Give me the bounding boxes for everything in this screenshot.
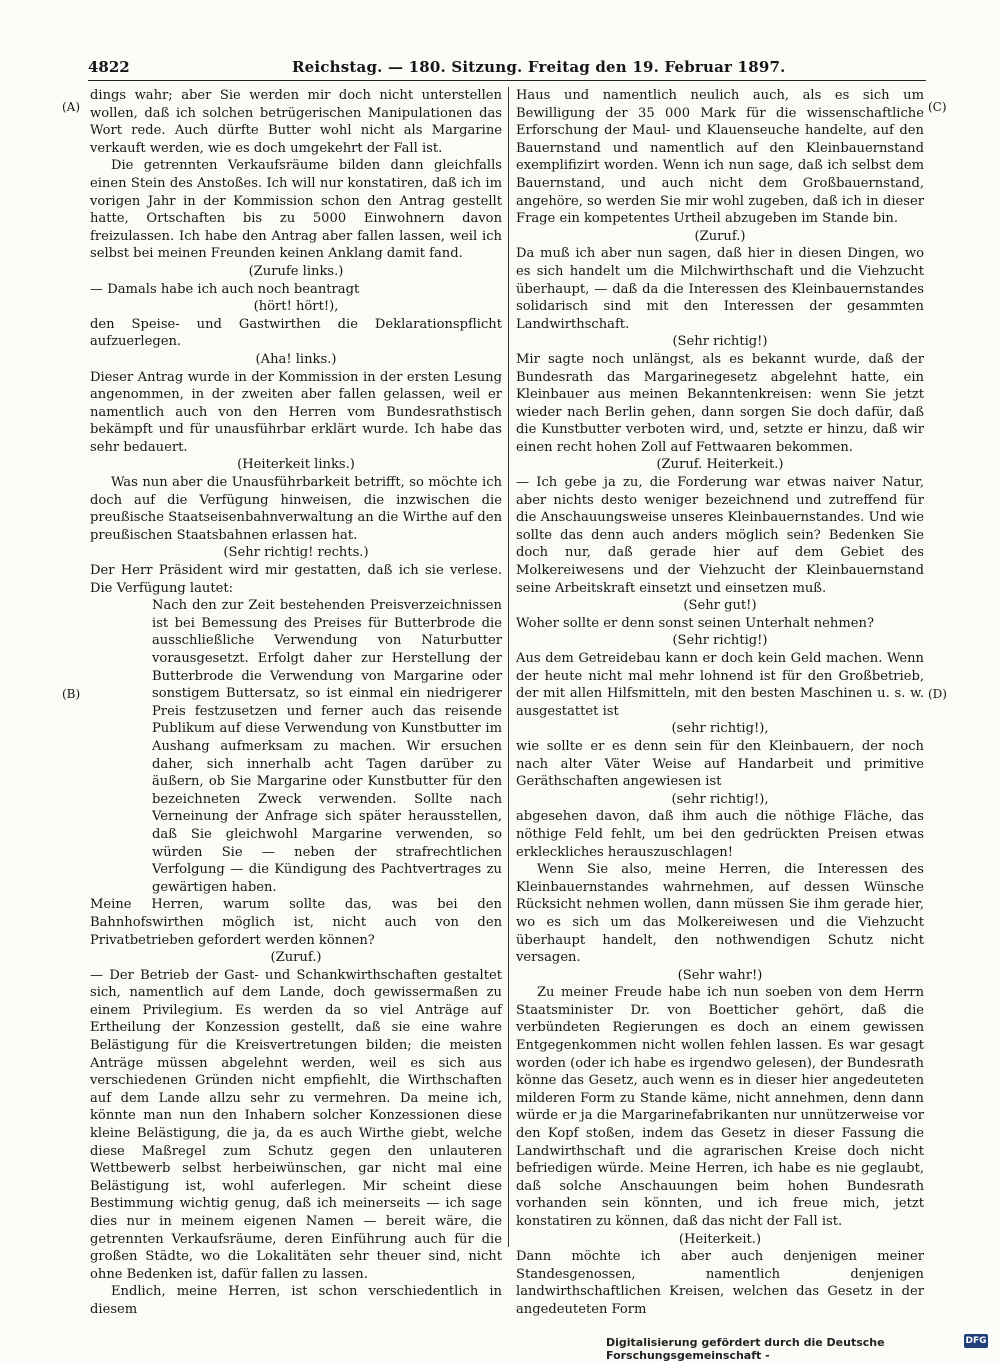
interjection: (hört! hört!), [253,299,339,315]
interjection: (Aha! links.) [255,351,337,367]
interjection: (Zuruf.) [694,228,746,244]
paragraph: Wenn Sie also, meine Herren, die Interessen des Kleinbauernstandes wahrnehmen, auf dessen Wünsche Rücksicht nehmen wollen, dann müssen Sie ihm gerade hier, wo es sich um das Molkereiwesen und die Viehzucht überhaupt handelt, den nothwendigen Schutz nicht versagen. [516,862,924,966]
interjection: (Zurufe links.) [248,263,344,279]
dfg-logo: DFG [965,1336,987,1346]
paragraph: — Der Betrieb der Gast- und Schankwirthschaften gestaltet sich, namentlich auf dem Lande, doch gewissermaßen zu einem Privilegium. Es werden da so viel Anträge auf Ertheilung der Konzession gestellt, daß sie eine wahre Belästigung für die Kreisvertretungen bilden; die meisten Anträge müssen abgelehnt werden, weil es sich aus verschiedenen Gründen nicht empfiehlt, die Wirthschaften auf dem Lande allzu sehr zu vermehren. Da meine ich, könnte man nun den Inhabern solcher Konzessionen diese kleine Belästigung, die ja, da es auch Wirthe giebt, welche diese Maßregel zum Schutz gegen den unlauteren Wettbewerb selbst herbeiwünschen, gar nicht mal eine Belästigung ist, wohl auferlegen. Mir scheint diese Bestimmung wichtig genug, daß ich meinerseits — ich sage dies nur in meinem eigenen Namen — bereit wäre, die getrennten Verkaufsräume, deren Einführung auch für die großen Städte, wo die Lokalitäten sehr theuer sind, nicht ohne Bedenken ist, dafür fallen zu lassen. [90,967,502,1282]
interjection: (Sehr richtig!) [672,334,768,350]
margin-marker-b: (B) [62,687,81,701]
paragraph: wie sollte er es denn sein für den Kleinbauern, der noch nach alter Väter Weise auf Handarbeit und primitive Geräthschaften angewiesen ist [516,738,924,790]
page-header [88,58,926,80]
interjection: (Sehr richtig! rechts.) [223,545,369,561]
paragraph: Aus dem Getreidebau kann er doch kein Geld machen. Wenn der heute nicht mal mehr lohnend ist für den Großbetrieb, der mit allen Hilfsmitteln, mit den besten Maschinen u. s. w. ausgestattet ist [516,651,924,719]
paragraph: Zu meiner Freude habe ich nun soeben von dem Herrn Staatsminister Dr. von Boetticher gehört, daß die verbündeten Regierungen es doch an einem gewissen Entgegenkommen nicht wollen fehlen lassen. Es war gesagt worden (oder ich habe es irgendwo gelesen), der Bundesrath könne das Gesetz, auch wenn es in dieser hier angedeuteten milderen Form zu Stande käme, nicht annehmen, denn dann würde er ja die Margarinefabrikanten nur unnützerweise vor den Kopf stoßen, indem das Gesetz in dieser Fassung die Landwirthschaft und die agrarischen Kreise doch nicht befriedigen würde. Meine Herren, ich habe es nie geglaubt, daß solche Anschauungen beim hohen Bundesrath vorhanden sein könnten, und ich freue mich, jetzt konstatiren zu können, daß das nicht der Fall ist. [516,985,924,1229]
paragraph: Woher sollte er denn sonst seinen Unterhalt nehmen? [516,615,874,631]
interjection: (Heiterkeit.) [678,1231,762,1247]
paragraph: Was nun aber die Unausführbarkeit betrifft, so möchte ich doch auf die Verfügung hinweisen, die inzwischen die preußische Staatseisenbahnverwaltung an die Wirthe auf den preußischen Staatsbahnen erlassen hat. [90,475,502,543]
footer-credit: Digitalisierung gefördert durch die Deutsche Forschungsgemeinschaft - [606,1336,885,1362]
paragraph: — Ich gebe ja zu, die Forderung war etwas naiver Natur, aber nichts desto weniger bezeichnend und zutreffend für die Anschauungsweise unseres Kleinbauernstandes. Und wie sollte das denn auch anders möglich sein? Bedenken Sie doch nur, daß gerade hier auf dem Gebiet des Molkereiwesens und der Viehzucht der Kleinbauernstand seine Arbeitskraft einsetzt und einsetzen muß. [516,475,924,596]
header-rule [88,80,926,81]
paragraph: Die getrennten Verkaufsräume bilden dann gleichfalls einen Stein des Anstoßes. Ich will nur konstatiren, daß ich im vorigen Jahr in der Kommission schon den Antrag gestellt hatte, Ortschaften bis zu 5000 Einwohnern davon freizulassen. Ich habe den Antrag aber fallen lassen, weil ich selbst bei meinen Freunden keinen Anklang damit fand. [90,158,502,262]
paragraph: Mir sagte noch unlängst, als es bekannt wurde, daß der Bundesrath das Margarinegesetz abgelehnt hatte, ein Kleinbauer aus meinen Bekanntenkreisen: wenn Sie jetzt wieder nach Berlin gehen, dann sorgen Sie doch dafür, daß die Kunstbutter verboten wird, und, setzte er hinzu, daß wir einen recht hohen Zoll auf Fettwaaren bekommen. [516,351,924,455]
page-number: 4822 [88,58,130,76]
right-column [516,87,924,1319]
paragraph: — Damals habe ich auch noch beantragt [90,281,360,297]
interjection: (Sehr richtig!) [672,633,768,649]
paragraph: Da muß ich aber nun sagen, daß hier in diesen Dingen, wo es sich handelt um die Milchwirthschaft und die Viehzucht überhaupt, — daß da die Interessen des Kleinbauernstandes solidarisch sind mit den Interessen der gesammten Landwirthschaft. [516,246,924,332]
paragraph: Meine Herren, warum sollte das, was bei den Bahnhofswirthen möglich ist, nicht auch von den Privatbetrieben gefordert werden können? [90,897,502,948]
paragraph: Endlich, meine Herren, ist schon verschiedentlich in diesem [90,1284,502,1317]
interjection: (sehr richtig!), [671,721,769,737]
interjection: (Sehr gut!) [683,598,757,614]
paragraph: dings wahr; aber Sie werden mir doch nicht unterstellen wollen, daß ich solchen betrügerischen Manipulationen das Wort rede. Auch dürfte Butter wohl nicht als Margarine verkauft werden, wie es doch umgekehrt der Fall ist. [90,88,502,156]
interjection: (sehr richtig!), [671,791,769,807]
paragraph: Der Herr Präsident wird mir gestatten, daß ich sie verlese. Die Verfügung lautet: [90,563,502,596]
paragraph: Dieser Antrag wurde in der Kommission in der ersten Lesung angenommen, in der zweiten aber fallen gelassen, weil er namentlich auch von den Herren vom Bundesrathstisch bekämpft und für unausführbar erklärt wurde. Ich habe das sehr bedauert. [90,369,502,455]
paragraph: Dann möchte ich aber auch denjenigen meiner Standesgenossen, namentlich denjenigen landwirthschaftlichen Kreisen, welchen das Gesetz in der angedeuteten Form [516,1249,924,1317]
paragraph: abgesehen davon, daß ihm auch die nöthige Fläche, das nöthige Feld fehlt, um bei den gedrückten Preisen etwas erkleckliches herauszuschlagen! [516,809,924,860]
quoted-decree: Nach den zur Zeit bestehenden Preisverzeichnissen ist bei Bemessung des Preises für Butterbrode die ausschließliche Verwendung von Naturbutter vorausgesetzt. Erfolgt daher zur Herstellung der Butterbrode die Verwendung von Margarine oder sonstigem Buttersatz, so ist einmal ein niedrigerer Preis festzusetzen und ferner auch das reisende Publikum auf diese Verwendung von Kunstbutter im Aushang aufmerksam zu machen. Wir ersuchen daher, sich innerhalb acht Tagen darüber zu äußern, ob Sie Margarine oder Kunstbutter für den bezeichneten Zweck verwenden. Sollte nach Verneinung der Anfrage sich später herausstellen, daß Sie gleichwohl Margarine verwenden, so würden Sie — neben der strafrechtlichen Verfolgung — die Kündigung des Pachtvertrages zu gewärtigen haben. [152,598,502,895]
margin-marker-c: (C) [928,100,947,114]
interjection: (Heiterkeit links.) [237,457,355,473]
interjection: (Sehr wahr!) [677,967,763,983]
paragraph: Haus und namentlich neulich auch, als es sich um Bewilligung der 35 000 Mark für die wissenschaftliche Erforschung der Maul- und Klauenseuche handelte, auf den Bauernstand und namentlich auf den Kleinbauernstand exemplifizirt worden. Wenn ich nun sage, daß ich selbst dem Bauernstand, und auch nicht dem Großbauernstand, angehöre, so werden Sie mir wohl zugeben, daß ich in dieser Frage ein kompetentes Urtheil abzugeben im Stande bin. [516,88,924,227]
margin-marker-a: (A) [62,100,81,114]
margin-marker-d: (D) [928,687,947,701]
paragraph: den Speise- und Gastwirthen die Deklarationspflicht aufzuerlegen. [90,316,502,350]
interjection: (Zuruf. Heiterkeit.) [656,457,784,473]
running-title: Reichstag. — 180. Sitzung. Freitag den 19. Februar 1897. [292,58,786,76]
interjection: (Zuruf.) [270,950,322,966]
left-column [90,87,502,1319]
column-divider [508,87,509,1247]
